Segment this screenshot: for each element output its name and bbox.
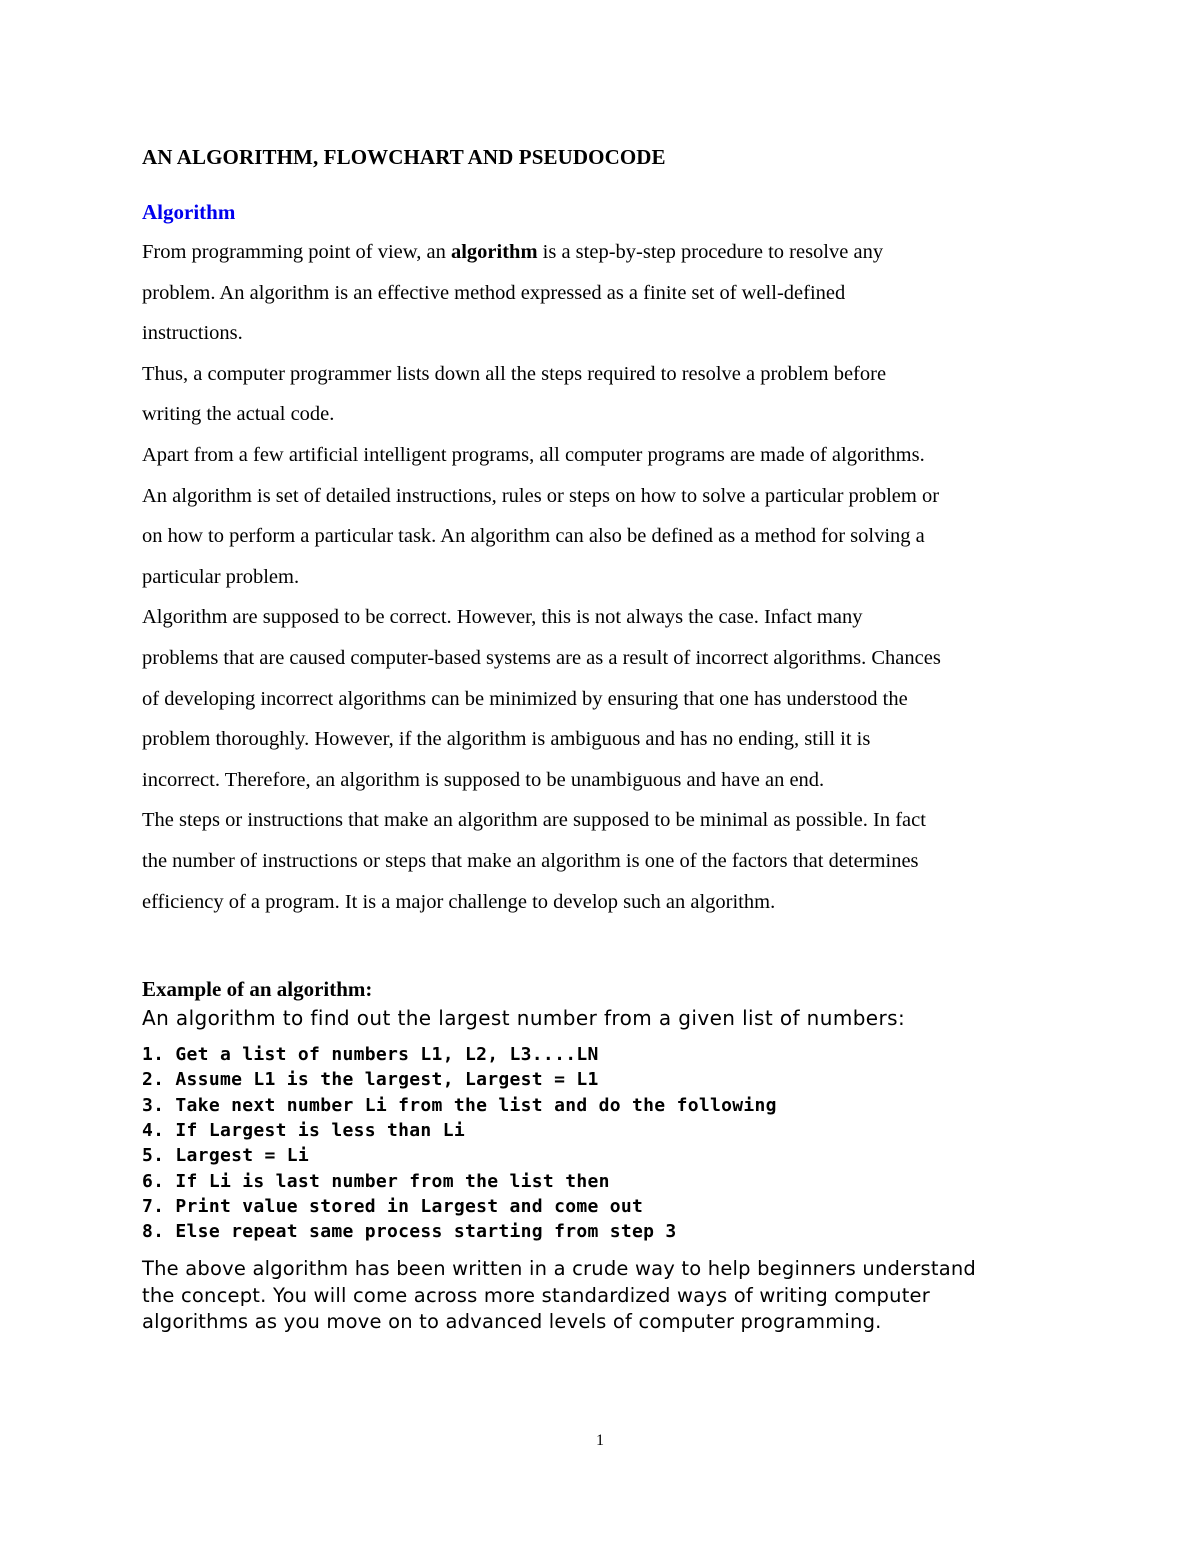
algorithm-step: 3. Take next number Li from the list and do the following — [142, 1094, 777, 1116]
body-line: Apart from a few artificial intelligent programs, all computer programs are made of algorithms. — [142, 443, 925, 466]
body-line: The steps or instructions that make an algorithm are supposed to be minimal as possible. In fact — [142, 809, 926, 832]
intro-lead: From programming point of view, an — [142, 241, 451, 263]
example-heading: Example of an algorithm: — [142, 977, 373, 1002]
document-body — [142, 140, 1072, 1336]
closing-paragraph — [142, 1256, 1072, 1336]
intro-paragraph — [142, 232, 1072, 354]
algorithm-steps — [142, 1042, 1072, 1244]
body-line: An algorithm is set of detailed instructions, rules or steps on how to solve a particular problem or — [142, 484, 940, 507]
intro-line-2: problem. An algorithm is an effective method expressed as a finite set of well-defined — [142, 281, 846, 304]
body-line: efficiency of a program. It is a major challenge to develop such an algorithm. — [142, 890, 776, 913]
closing-line: the concept. You will come across more standardized ways of writing computer — [142, 1283, 930, 1307]
intro-line-3: instructions. — [142, 322, 243, 345]
page-number: 1 — [596, 1432, 604, 1449]
body-line: incorrect. Therefore, an algorithm is supposed to be unambiguous and have an end. — [142, 768, 825, 791]
intro-rest: is a step-by-step procedure to resolve any — [537, 241, 884, 263]
algorithm-step: 7. Print value stored in Largest and come out — [142, 1195, 644, 1217]
intro-bold-term: algorithm — [450, 241, 538, 263]
body-line: Algorithm are supposed to be correct. However, this is not always the case. Infact many — [142, 606, 863, 629]
algorithm-step: 2. Assume L1 is the largest, Largest = L1 — [142, 1069, 599, 1091]
body-line: on how to perform a particular task. An algorithm can also be defined as a method for solving a — [142, 525, 925, 548]
algorithm-step: 4. If Largest is less than Li — [142, 1119, 465, 1141]
example-subtitle: An algorithm to find out the largest number from a given list of numbers: — [142, 1006, 906, 1031]
algorithm-step: 8. Else repeat same process starting from step 3 — [142, 1221, 677, 1243]
body-line: of developing incorrect algorithms can be minimized by ensuring that one has understood the — [142, 687, 908, 710]
body-line: Thus, a computer programmer lists down all the steps required to resolve a problem before — [142, 362, 887, 385]
body-line: particular problem. — [142, 565, 300, 588]
body-line: writing the actual code. — [142, 403, 335, 426]
closing-line: algorithms as you move on to advanced levels of computer programming. — [142, 1310, 882, 1334]
algorithm-step: 6. If Li is last number from the list then — [142, 1170, 610, 1192]
document-title: AN ALGORITHM, FLOWCHART AND PSEUDOCODE — [142, 145, 666, 169]
closing-line: The above algorithm has been written in a crude way to help beginners understand — [142, 1257, 977, 1281]
body-line: the number of instructions or steps that make an algorithm is one of the factors that determines — [142, 849, 919, 872]
intro-line-1 — [142, 232, 1072, 273]
body-paragraphs — [142, 354, 1072, 922]
section-heading-algorithm: Algorithm — [142, 200, 236, 224]
body-line: problems that are caused computer-based systems are as a result of incorrect algorithms. Chances — [142, 646, 941, 669]
algorithm-step: 1. Get a list of numbers L1, L2, L3....LN — [142, 1044, 599, 1066]
body-line: problem thoroughly. However, if the algorithm is ambiguous and has no ending, still it is — [142, 728, 871, 751]
algorithm-step: 5. Largest = Li — [142, 1145, 310, 1167]
